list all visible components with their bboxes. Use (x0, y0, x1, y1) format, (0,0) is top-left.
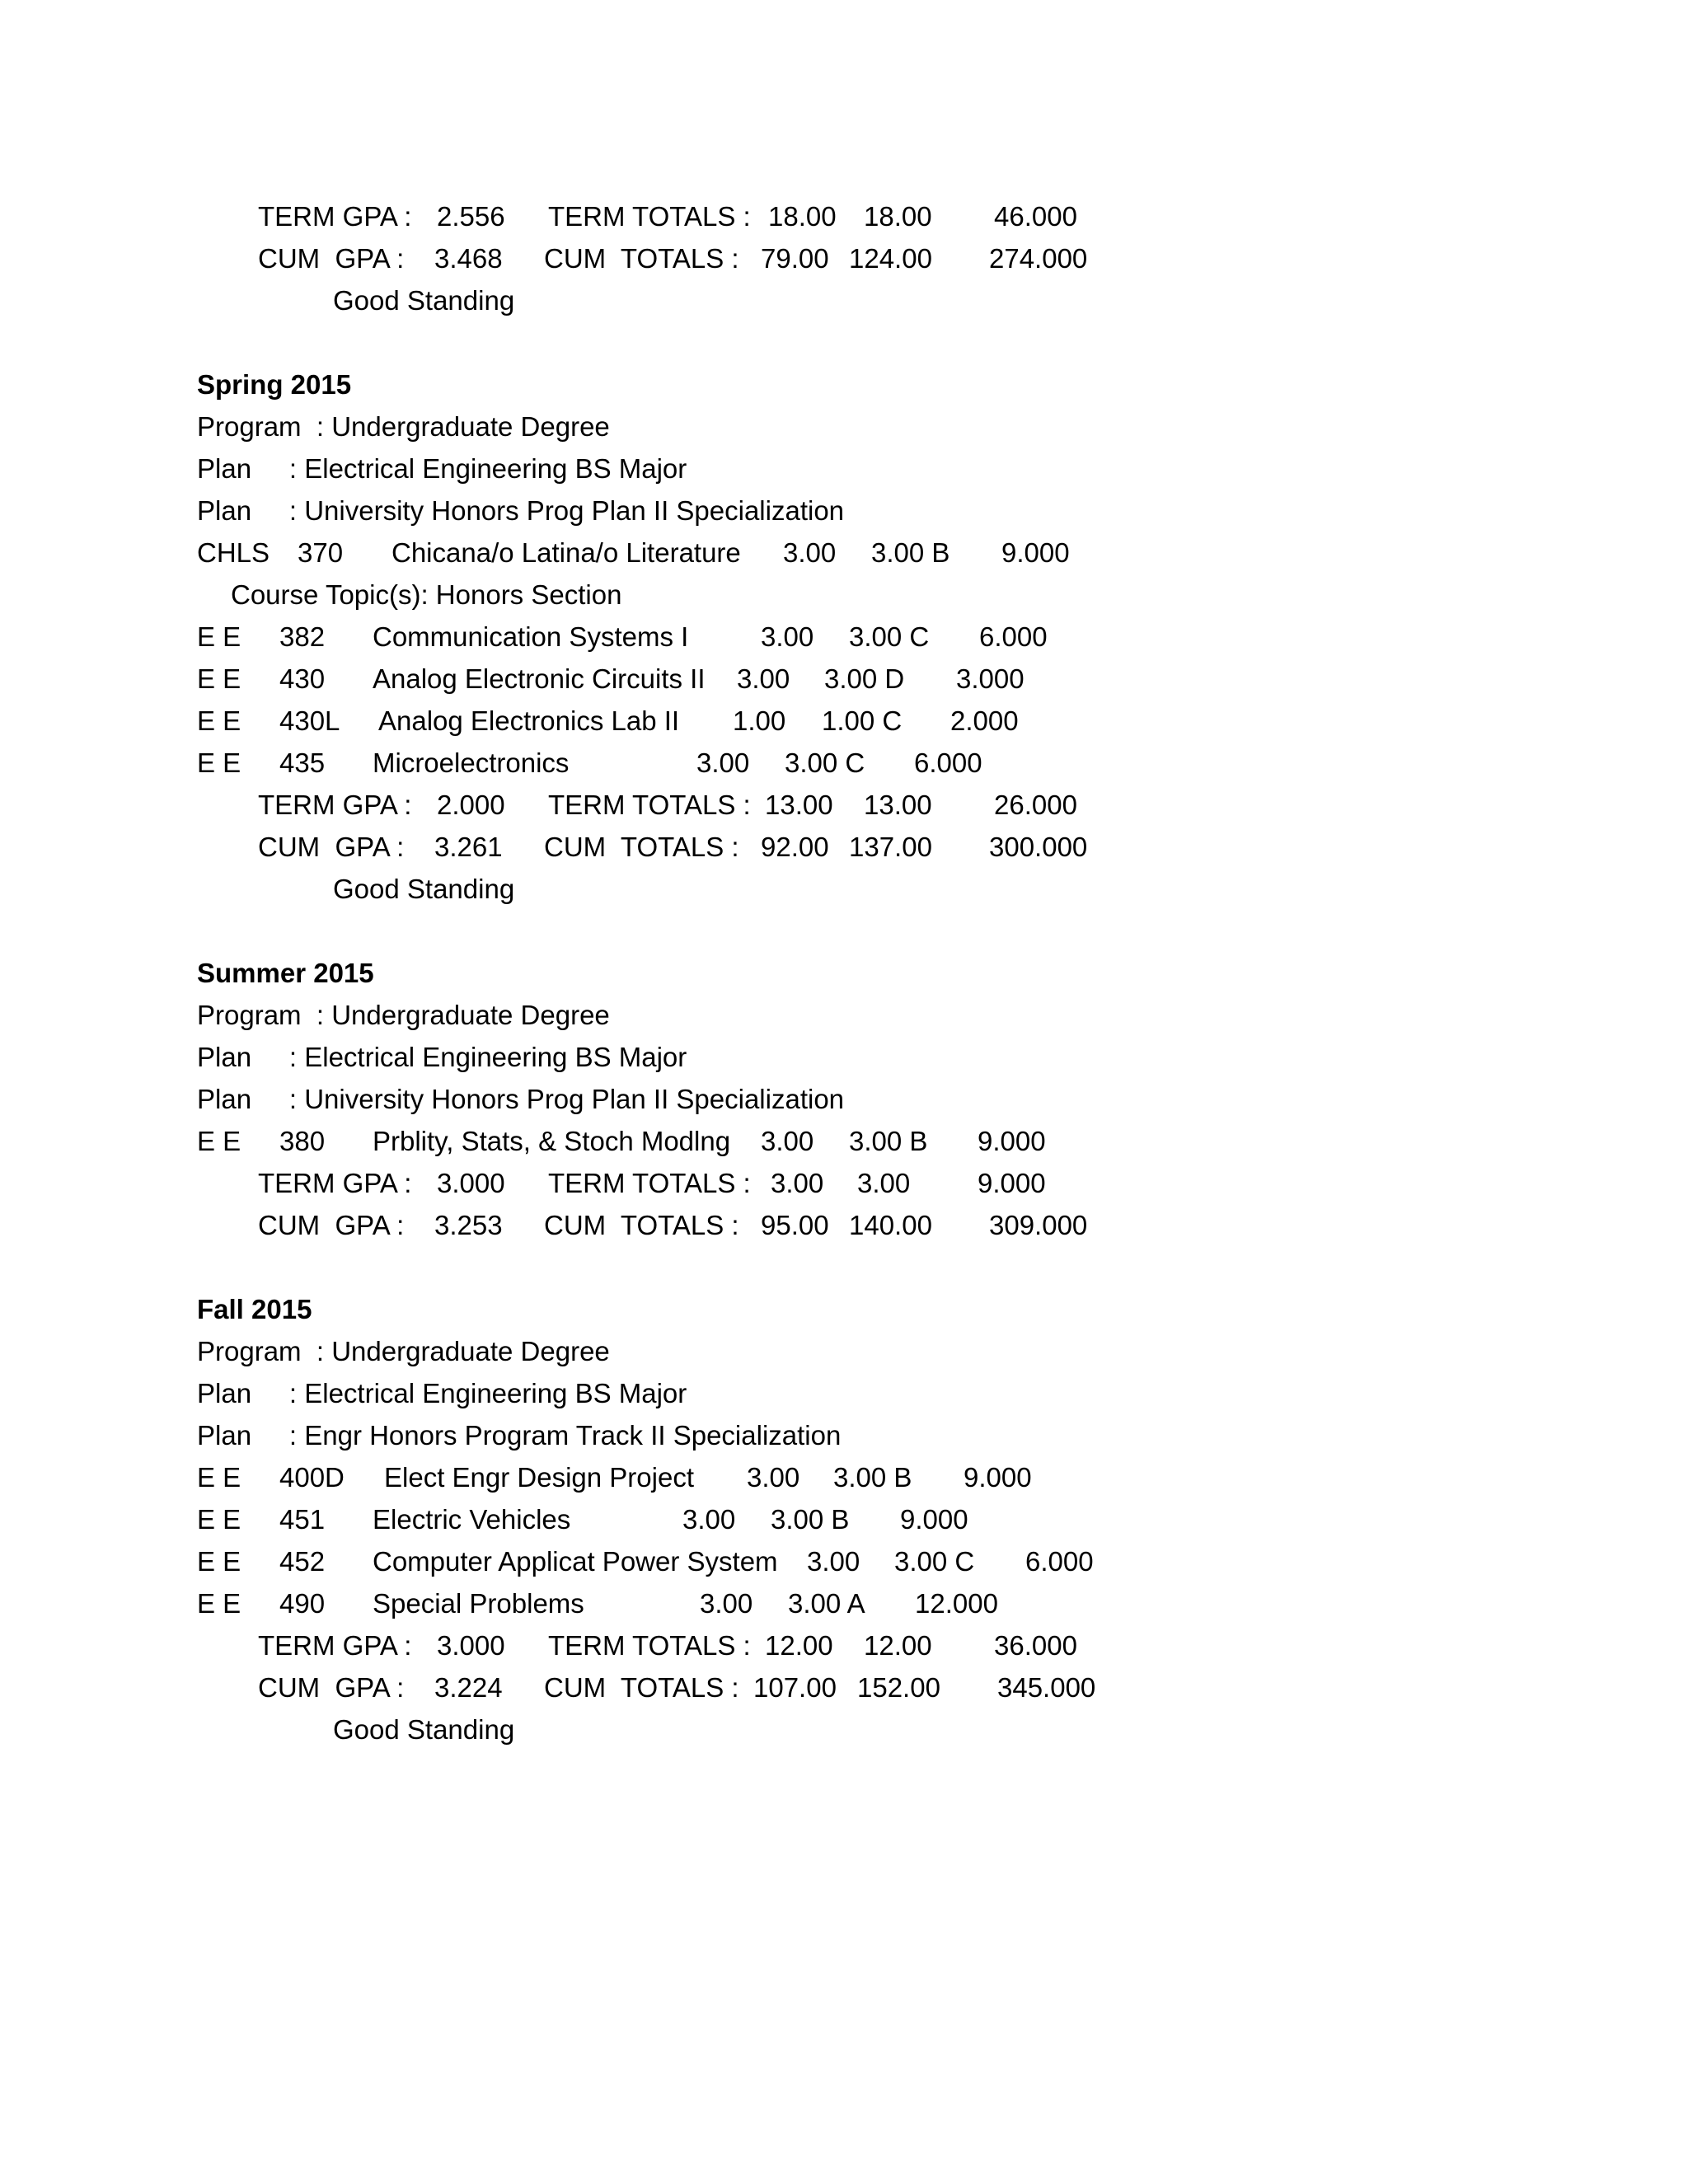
cum-gpa-label: CUM GPA : (258, 1210, 405, 1240)
academic-standing: Good Standing (333, 1714, 515, 1745)
term-totals-points: 26.000 (994, 790, 1077, 820)
course-number: 451 (279, 1504, 326, 1535)
course-title: Prblity, Stats, & Stoch Modlng (373, 1126, 731, 1156)
term-totals-points: 46.000 (994, 201, 1077, 232)
cum-gpa-value: 3.261 (434, 832, 503, 862)
course-points: 9.000 (900, 1504, 968, 1535)
program-line: Program : Undergraduate Degree (197, 1336, 610, 1366)
course-subject: E E (197, 1546, 241, 1577)
cum-totals-attempted: 95.00 (761, 1210, 829, 1240)
course-title: Elect Engr Design Project (384, 1462, 695, 1493)
term-totals-points: 36.000 (994, 1630, 1077, 1661)
course-points: 3.000 (956, 663, 1025, 694)
program-line: Program : Undergraduate Degree (197, 1000, 610, 1030)
course-title: Special Problems (373, 1588, 584, 1619)
cum-totals-earned: 152.00 (857, 1672, 940, 1703)
cum-gpa-label: CUM GPA : (258, 1672, 405, 1703)
cum-totals-label: CUM TOTALS : (544, 1672, 739, 1703)
course-earned-grade: 3.00 B (771, 1504, 850, 1535)
course-number: 400D (279, 1462, 345, 1493)
course-points: 12.000 (915, 1588, 998, 1619)
course-title: Analog Electronics Lab II (378, 705, 680, 736)
cum-gpa-value: 3.224 (434, 1672, 503, 1703)
program-line: Program : Undergraduate Degree (197, 411, 610, 442)
plan-line: Plan : Electrical Engineering BS Major (197, 453, 687, 484)
course-number: 380 (279, 1126, 326, 1156)
course-earned-grade: 3.00 B (849, 1126, 928, 1156)
term-totals-label: TERM TOTALS : (548, 1630, 751, 1661)
cum-totals-attempted: 107.00 (753, 1672, 837, 1703)
course-subject: E E (197, 1504, 241, 1535)
plan-line: Plan : Electrical Engineering BS Major (197, 1378, 687, 1408)
cum-totals-attempted: 92.00 (761, 832, 829, 862)
term-totals-points: 9.000 (978, 1168, 1046, 1198)
course-subject: E E (197, 621, 241, 652)
course-subject: E E (197, 1462, 241, 1493)
academic-standing: Good Standing (333, 285, 515, 316)
course-subject: E E (197, 1588, 241, 1619)
course-earned-grade: 3.00 C (894, 1546, 975, 1577)
course-attempted: 3.00 (761, 621, 814, 652)
course-attempted: 3.00 (737, 663, 790, 694)
term-heading: Spring 2015 (197, 369, 352, 400)
term-totals-attempted: 18.00 (768, 201, 837, 232)
plan-line: Plan : Engr Honors Program Track II Specialization (197, 1420, 842, 1451)
course-subject: CHLS (197, 537, 270, 568)
course-attempted: 1.00 (733, 705, 786, 736)
cum-gpa-value: 3.468 (434, 243, 503, 274)
course-subject: E E (197, 1126, 241, 1156)
term-gpa-value: 3.000 (437, 1630, 505, 1661)
course-points: 9.000 (978, 1126, 1046, 1156)
course-earned-grade: 3.00 A (788, 1588, 865, 1619)
term-totals-label: TERM TOTALS : (548, 1168, 751, 1198)
course-title: Communication Systems I (373, 621, 689, 652)
course-attempted: 3.00 (783, 537, 837, 568)
cum-totals-earned: 137.00 (849, 832, 932, 862)
cum-gpa-value: 3.253 (434, 1210, 503, 1240)
course-points: 6.000 (1025, 1546, 1094, 1577)
cum-totals-label: CUM TOTALS : (544, 243, 739, 274)
course-points: 6.000 (914, 748, 982, 778)
course-number: 430L (279, 705, 340, 736)
cum-totals-label: CUM TOTALS : (544, 832, 739, 862)
term-totals-earned: 12.00 (864, 1630, 932, 1661)
course-subject: E E (197, 663, 241, 694)
course-title: Electric Vehicles (373, 1504, 571, 1535)
term-gpa-value: 2.556 (437, 201, 505, 232)
course-earned-grade: 3.00 B (871, 537, 950, 568)
term-gpa-label: TERM GPA : (258, 201, 412, 232)
course-points: 9.000 (964, 1462, 1032, 1493)
cum-totals-points: 300.000 (989, 832, 1088, 862)
term-gpa-value: 2.000 (437, 790, 505, 820)
course-earned-grade: 3.00 C (849, 621, 930, 652)
course-points: 9.000 (1001, 537, 1070, 568)
term-gpa-label: TERM GPA : (258, 1630, 412, 1661)
course-attempted: 3.00 (747, 1462, 800, 1493)
course-attempted: 3.00 (682, 1504, 736, 1535)
course-points: 2.000 (950, 705, 1019, 736)
course-earned-grade: 3.00 C (785, 748, 865, 778)
course-title: Microelectronics (373, 748, 570, 778)
cum-gpa-label: CUM GPA : (258, 832, 405, 862)
term-gpa-label: TERM GPA : (258, 1168, 412, 1198)
plan-line: Plan : University Honors Prog Plan II Specialization (197, 1084, 845, 1114)
course-attempted: 3.00 (696, 748, 750, 778)
course-topic: Course Topic(s): Honors Section (231, 579, 622, 610)
term-totals-attempted: 13.00 (765, 790, 833, 820)
course-earned-grade: 3.00 B (833, 1462, 912, 1493)
term-totals-attempted: 3.00 (771, 1168, 824, 1198)
term-totals-earned: 13.00 (864, 790, 932, 820)
course-subject: E E (197, 705, 241, 736)
course-number: 382 (279, 621, 326, 652)
course-attempted: 3.00 (807, 1546, 860, 1577)
term-totals-attempted: 12.00 (765, 1630, 833, 1661)
cum-totals-earned: 140.00 (849, 1210, 932, 1240)
course-number: 430 (279, 663, 326, 694)
cum-gpa-label: CUM GPA : (258, 243, 405, 274)
course-title: Computer Applicat Power System (373, 1546, 778, 1577)
plan-line: Plan : University Honors Prog Plan II Specialization (197, 495, 845, 526)
course-earned-grade: 3.00 D (824, 663, 905, 694)
term-heading: Summer 2015 (197, 958, 374, 988)
cum-totals-points: 345.000 (997, 1672, 1096, 1703)
plan-line: Plan : Electrical Engineering BS Major (197, 1042, 687, 1072)
course-number: 370 (298, 537, 344, 568)
course-earned-grade: 1.00 C (822, 705, 903, 736)
course-title: Chicana/o Latina/o Literature (392, 537, 741, 568)
course-subject: E E (197, 748, 241, 778)
term-heading: Fall 2015 (197, 1294, 312, 1324)
course-number: 452 (279, 1546, 326, 1577)
academic-standing: Good Standing (333, 874, 515, 904)
course-points: 6.000 (979, 621, 1048, 652)
cum-totals-label: CUM TOTALS : (544, 1210, 739, 1240)
term-totals-earned: 18.00 (864, 201, 932, 232)
cum-totals-points: 309.000 (989, 1210, 1088, 1240)
term-gpa-value: 3.000 (437, 1168, 505, 1198)
course-number: 490 (279, 1588, 326, 1619)
cum-totals-points: 274.000 (989, 243, 1088, 274)
term-gpa-label: TERM GPA : (258, 790, 412, 820)
term-totals-label: TERM TOTALS : (548, 201, 751, 232)
cum-totals-earned: 124.00 (849, 243, 932, 274)
cum-totals-attempted: 79.00 (761, 243, 829, 274)
course-title: Analog Electronic Circuits II (373, 663, 706, 694)
course-attempted: 3.00 (700, 1588, 753, 1619)
term-totals-label: TERM TOTALS : (548, 790, 751, 820)
course-attempted: 3.00 (761, 1126, 814, 1156)
course-number: 435 (279, 748, 326, 778)
term-totals-earned: 3.00 (857, 1168, 911, 1198)
